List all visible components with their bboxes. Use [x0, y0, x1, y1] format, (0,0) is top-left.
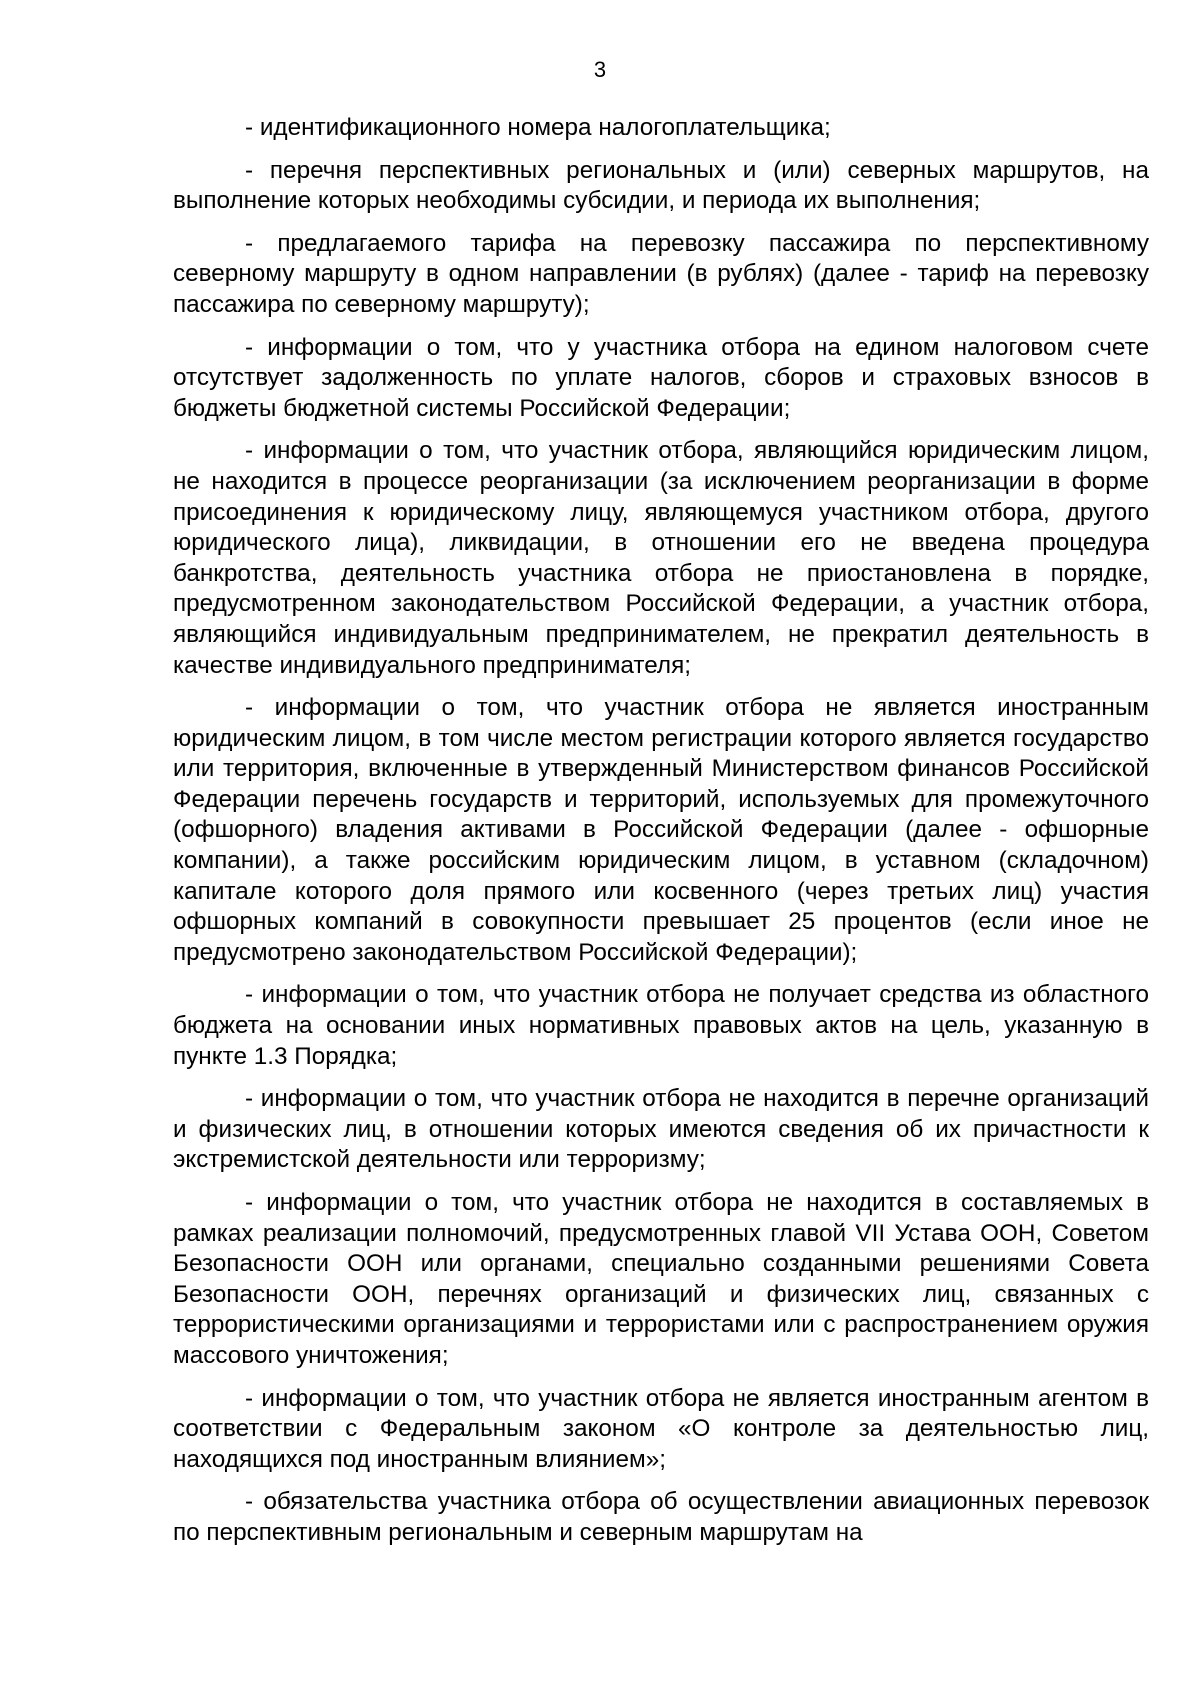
paragraph-tax-debt: - информации о том, что у участника отбора на едином налоговом счете отсутствует задолженность по уплате налогов, сборов и страховых взносов в бюджеты бюджетной системы Российской Федерации; — [173, 333, 1149, 422]
paragraph-un-sanctions: - информации о том, что участник отбора не находится в составляемых в рамках реализации полномочий, предусмотренных главой VII Устава ООН, Советом Безопасности ООН или органами, специально созданными решениями Совета Безопасности ООН, перечнях организаций и физических лиц, связанных с террористическими организациями и террористами или с распространением оружия массового уничтожения; — [173, 1189, 1149, 1369]
paragraph-other-funding: - информации о том, что участник отбора не получает средства из областного бюджета на основании иных нормативных правовых актов на цель, указанную в пункте 1.3 Порядка; — [173, 981, 1149, 1070]
paragraph-proposed-tariff: - предлагаемого тарифа на перевозку пассажира по перспективному северному маршруту в одном направлении (в рублях) (далее - тариф на перевозку пассажира по северному маршруту); — [173, 229, 1149, 318]
paragraph-obligation: - обязательства участника отбора об осуществлении авиационных перевозок по перспективным региональным и северным маршрутам на — [173, 1488, 1149, 1546]
paragraph-offshore: - информации о том, что участник отбора не является иностранным юридическим лицом, в том числе местом регистрации которого является государство или территория, включенные в утвержденный Министерством финансов Российской Федерации перечень государств и территорий, используемых для промежуточного (офшорного) владения активами в Российской Федерации (далее - офшорные компании), а также российским юридическим лицом, в уставном (складочном) капитале которого доля прямого или косвенного (через третьих лиц) участия офшорных компаний в совокупности превышает 25 процентов (если иное не предусмотрено законодательством Российской Федерации); — [173, 694, 1149, 966]
document-body — [173, 113, 1149, 1549]
page-number: 3 — [593, 57, 607, 82]
paragraph-taxpayer-id: - идентификационного номера налогоплательщика; — [245, 114, 831, 141]
paragraph-foreign-agent: - информации о том, что участник отбора не является иностранным агентом в соответствии с Федеральным законом «О контроле за деятельностью лиц, находящихся под иностранным влиянием»; — [173, 1384, 1149, 1473]
paragraph-routes-list: - перечня перспективных региональных и (или) северных маршрутов, на выполнение которых необходимы субсидии, и периода их выполнения; — [173, 156, 1149, 215]
paragraph-reorganization: - информации о том, что участник отбора, являющийся юридическим лицом, не находится в процессе реорганизации (за исключением реорганизации в форме присоединения к юридическому лицу, являющемуся участником отбора, другого юридического лица), ликвидации, в отношении его не введена процедура банкротства, деятельность участника отбора не приостановлена в порядке, предусмотренном законодательством Российской Федерации, а участник отбора, являющийся индивидуальным предпринимателем, не прекратил деятельность в качестве индивидуального предпринимателя; — [173, 437, 1149, 679]
paragraph-extremism-list: - информации о том, что участник отбора не находится в перечне организаций и физических лиц, в отношении которых имеются сведения об их причастности к экстремистской деятельности или терроризму; — [173, 1085, 1149, 1174]
